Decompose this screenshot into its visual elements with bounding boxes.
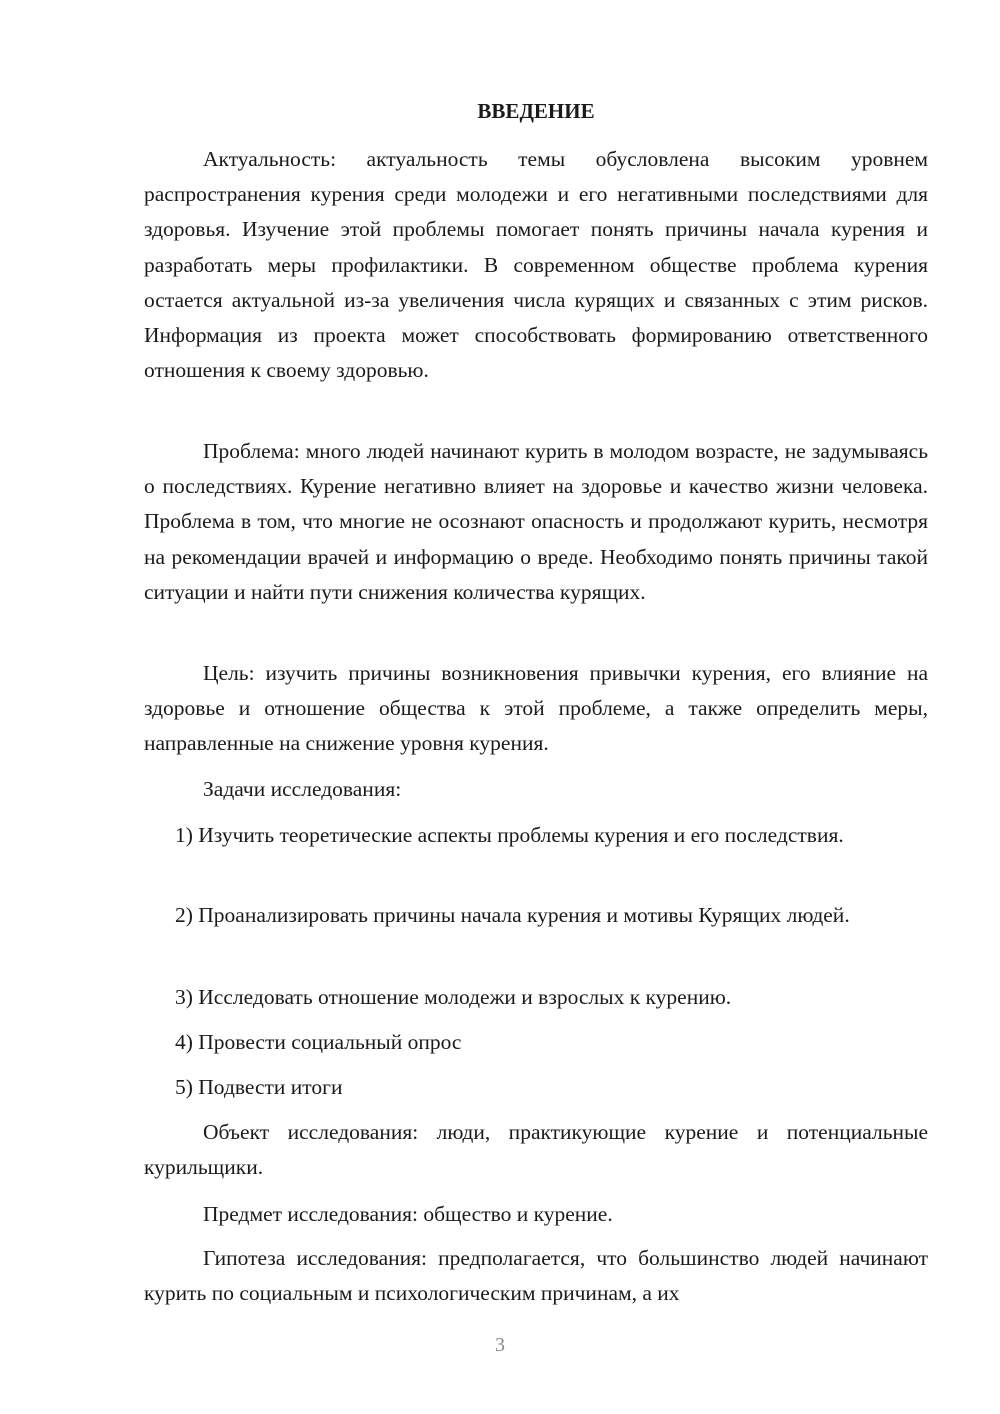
task-item-5: 5) Подвести итоги <box>175 1075 343 1099</box>
subject-paragraph: Предмет исследования: общество и курение. <box>203 1202 613 1226</box>
hypothesis-paragraph: Гипотеза исследования: предполагается, что большинство людей начинают курить по социальным и психологическим причинам, а их <box>144 1246 928 1306</box>
relevance-paragraph: Актуальность: актуальность темы обусловлена высоким уровнем распространения курения среди молодежи и его негативными последствиями для здоровья. Изучение этой проблемы помогает понять причины начала курения и разработать меры профилактики. В современном обществе проблема курения остается актуальной из-за увеличения числа курящих и связанных с этим рисков. Информация из проекта может способствовать формированию ответственного отношения к своему здоровью. <box>144 147 928 383</box>
object-paragraph: Объект исследования: люди, практикующие курение и потенциальные курильщики. <box>144 1120 928 1180</box>
task-item-3: 3) Исследовать отношение молодежи и взрослых к курению. <box>175 985 732 1009</box>
task-item-1: 1) Изучить теоретические аспекты проблемы курения и его последствия. <box>175 823 844 847</box>
goal-paragraph: Цель: изучить причины возникновения привычки курения, его влияние на здоровье и отношение общества к этой проблеме, а также определить меры, направленные на снижение уровня курения. <box>144 661 928 756</box>
page-number: 3 <box>495 1334 505 1356</box>
section-heading: ВВЕДЕНИЕ <box>477 99 595 123</box>
tasks-title: Задачи исследования: <box>203 777 402 801</box>
problem-paragraph: Проблема: много людей начинают курить в молодом возрасте, не задумываясь о последствиях. Курение негативно влияет на здоровье и качество жизни человека. Проблема в том, что многие не осознают опасность и продолжают курить, несмотря на рекомендации врачей и информацию о вреде. Необходимо понять причины такой ситуации и найти пути снижения количества курящих. <box>144 439 928 604</box>
task-item-4: 4) Провести социальный опрос <box>175 1030 462 1054</box>
task-item-2: 2) Проанализировать причины начала курения и мотивы Курящих людей. <box>175 903 850 927</box>
